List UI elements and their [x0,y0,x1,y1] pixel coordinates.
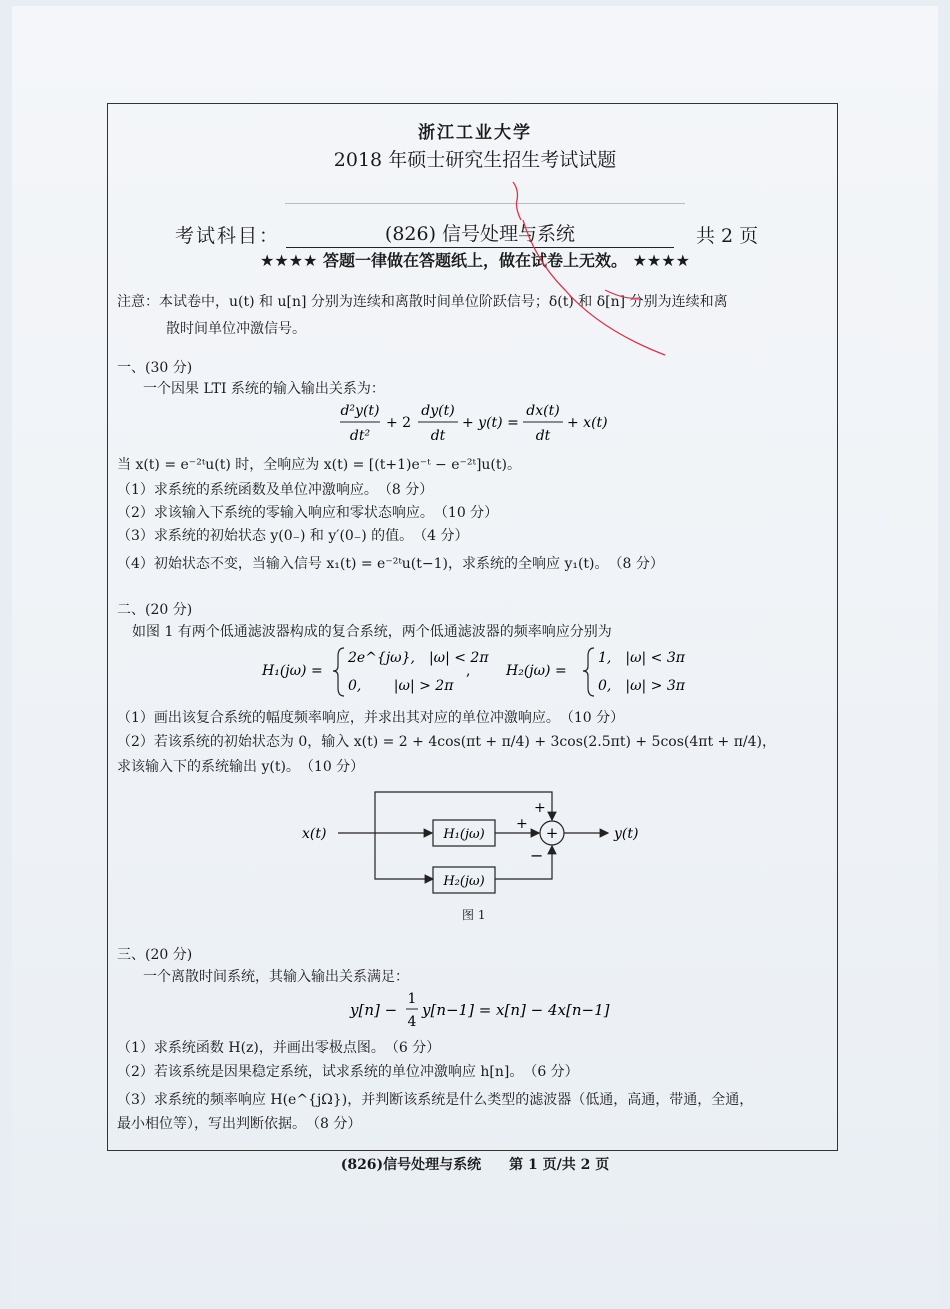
q1-item-1: （1）求系统的系统函数及单位冲激响应。 （8 分） [117,482,434,498]
input-to-h2-path [375,833,433,879]
eq-den-3: dt [535,428,551,444]
red-pen-marks [505,180,680,360]
figure-1-block-diagram [290,782,670,902]
q3-frac-num: 1 [407,991,417,1007]
q2-item-1: （1）画出该复合系统的幅度频率响应，并求出其对应的单位冲激响应。 （10 分） [117,710,625,726]
q2-item-2: （2）若该系统的初始状态为 0，输入 x(t) = 2 + 4cos(πt + π/4) + 3cos(2.5πt) + 5cos(4πt + π/4)， [117,734,777,750]
q2-heading: 二、(20 分) [117,602,193,618]
q2-item-2-continued: 求该输入下的系统输出 y(t)。 （10 分） [117,759,365,775]
q1-differential-equation [330,398,630,450]
q3-item-1: （1）求系统函数 H(z)，并画出零极点图。 （6 分） [117,1040,441,1056]
q1-item-2: （2）求该输入下系统的零输入响应和零状态响应。 （10 分） [117,505,499,521]
exam-title: 2018 年硕士研究生招生考试试题 [333,149,617,171]
page-footer: (826)信号处理与系统 第 1 页/共 2 页 [340,1157,610,1173]
h1-case-1: 2e^{jω}, |ω| < 2π [348,650,489,666]
q2-intro: 如图 1 有两个低通滤波器构成的复合系统，两个低通滤波器的频率响应分别为 [132,624,612,640]
q1-heading: 一、(30 分) [117,360,193,376]
h1-lhs: H₁(jω) = [262,663,323,679]
q3-heading: 三、(20 分) [117,947,193,963]
eq-plus-2: + 2 [386,415,412,431]
q3-eq-left: y[n] − [350,1001,398,1019]
q3-item-3-continued: 最小相位等），写出判断依据。 （8 分） [117,1116,362,1132]
university-name: 浙江工业大学 [418,123,532,143]
sign-bottom: − [530,846,544,865]
sign-left: + [516,816,528,832]
h2-case-1: 1, |ω| < 3π [598,650,685,666]
diagram-input-label: x(t) [302,826,327,842]
h2-block-label: H₂(jω) [443,874,485,889]
subject-value: (826) 信号处理与系统 [286,219,674,248]
eq-num-3: dx(t) [526,403,560,419]
q2-frequency-responses [258,640,698,702]
h1-block-label: H₁(jω) [443,827,485,842]
note-line-1: 注意：本试卷中，u(t) 和 u[n] 分别为连续和离散时间单位阶跃信号；δ(t) 和 δ[n] 分别为连续和离 [117,294,728,310]
page-count: 共 2 页 [696,225,759,247]
figure-1-caption: 图 1 [462,908,486,922]
q1-condition: 当 x(t) = e⁻²ᵗu(t) 时，全响应为 x(t) = [(t+1)e⁻ᵗ − e⁻²ᵗ]u(t)。 [117,457,521,473]
h1-comma: , [466,663,471,679]
eq-den-2: dt [430,428,446,444]
h2-to-sum-path [495,846,552,879]
h2-lhs: H₂(jω) = [506,663,567,679]
eq-mid: + y(t) = [462,415,519,431]
q3-item-2: （2）若该系统是因果稳定系统，试求系统的单位冲激响应 h[n]。 （6 分） [117,1064,579,1080]
note-line-2: 散时间单位冲激信号。 [166,321,306,337]
answer-sheet-warning: ★★★★ 答题一律做在答题纸上，做在试卷上无效。 ★★★★ [260,251,690,270]
h1-brace [333,648,344,696]
q3-difference-equation [348,988,628,1034]
diagram-output-label: y(t) [614,826,639,842]
q1-item-4: （4）初始状态不变，当输入信号 x₁(t) = e⁻²ᵗu(t−1)，求系统的全响应 y₁(t)。 （8 分） [117,556,664,572]
sum-symbol: + [545,824,559,842]
q3-intro: 一个离散时间系统，其输入输出关系满足： [143,969,409,985]
h2-case-2: 0, |ω| > 3π [598,678,685,694]
q3-eq-right: y[n−1] = x[n] − 4x[n−1] [422,1001,610,1019]
eq-tail: + x(t) [567,415,608,431]
q3-item-3: （3）求系统的频率响应 H(e^{jΩ})，并判断该系统是什么类型的滤波器（低通，高通，带通，全通， [117,1092,754,1108]
h2-brace [583,648,594,696]
q3-frac-den: 4 [407,1014,417,1030]
eq-num-1: d²y(t) [340,403,380,419]
q1-intro: 一个因果 LTI 系统的输入输出关系为： [143,381,385,397]
q1-item-3: （3）求系统的初始状态 y(0₋) 和 y′(0₋) 的值。 （4 分） [117,528,469,544]
eq-num-2: dy(t) [421,403,455,419]
sign-top: + [534,800,546,816]
subject-label: 考试科目： [175,225,281,247]
eq-den-1: dt² [349,428,371,444]
h1-case-2: 0, |ω| > 2π [348,678,454,694]
